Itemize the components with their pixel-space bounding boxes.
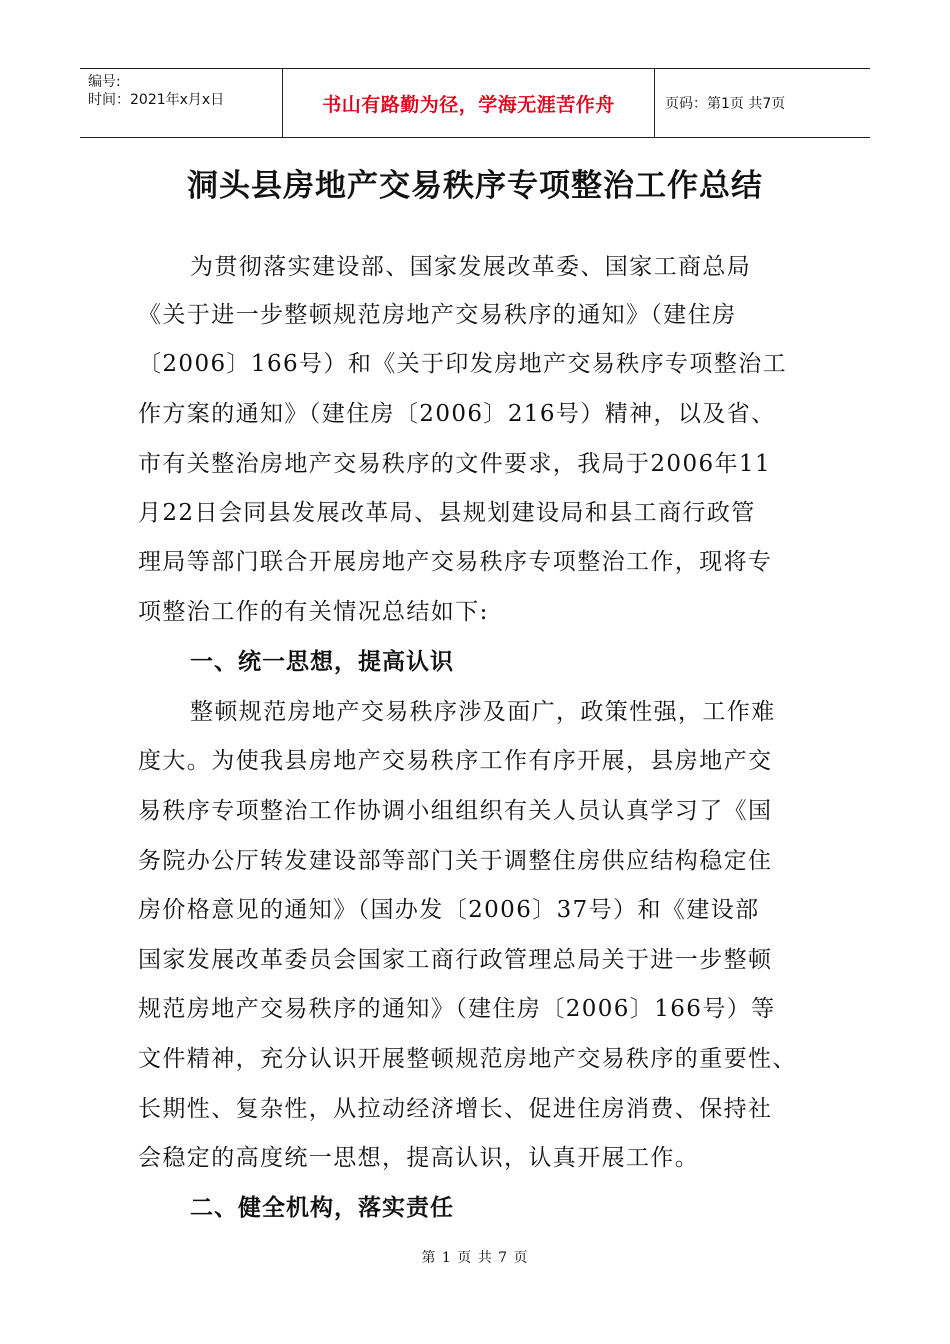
- page-footer: 第 1 页 共 7 页: [421, 1250, 529, 1266]
- paragraph-line: 务院办公厅转发建设部等部门关于调整住房供应结构稳定住: [138, 848, 773, 874]
- paragraph-line: 理局等部门联合开展房地产交易秩序专项整治工作，现将专: [138, 549, 773, 575]
- date-label: 时间：2021年x月x日: [88, 92, 225, 108]
- paragraph-line: 房价格意见的通知》（国办发〔2006〕37号）和《建设部: [138, 897, 760, 923]
- header-motto: 书山有路勤为径，学海无涯苦作舟: [283, 69, 655, 137]
- paragraph-line: 度大。为使我县房地产交易秩序工作有序开展，县房地产交: [138, 748, 773, 774]
- paragraph-line: 《关于进一步整顿规范房地产交易秩序的通知》（建住房: [138, 302, 737, 328]
- paragraph-line: 月22日会同县发展改革局、县规划建设局和县工商行政管: [138, 500, 756, 526]
- paragraph-line: 易秩序专项整治工作协调小组组织有关人员认真学习了《国: [138, 798, 773, 824]
- paragraph-line: 会稳定的高度统一思想，提高认识，认真开展工作。: [138, 1145, 700, 1171]
- header-page-info: 页码：第1页 共7页: [665, 96, 786, 112]
- paragraph-line: 规范房地产交易秩序的通知》（建住房〔2006〕166号）等: [138, 996, 776, 1022]
- document-header: [80, 68, 870, 138]
- section-heading-1: 一、统一思想，提高认识: [190, 649, 454, 675]
- paragraph-line: 为贯彻落实建设部、国家发展改革委、国家工商总局: [190, 254, 752, 280]
- section-heading-2: 二、健全机构，落实责任: [190, 1195, 454, 1221]
- paragraph-line: 作方案的通知》（建住房〔2006〕216号）精神，以及省、: [138, 401, 776, 427]
- document-title: 洞头县房地产交易秩序专项整治工作总结: [187, 168, 763, 204]
- paragraph-line: 项整治工作的有关情况总结如下:: [138, 599, 489, 625]
- number-label: 编号:: [88, 74, 121, 90]
- paragraph-line: 国家发展改革委员会国家工商行政管理总局关于进一步整顿: [138, 947, 773, 973]
- paragraph-line: 〔2006〕166号）和《关于印发房地产交易秩序专项整治工: [138, 351, 788, 377]
- header-left-cell: [80, 69, 283, 137]
- paragraph-line: 文件精神，充分认识开展整顿规范房地产交易秩序的重要性、: [138, 1046, 797, 1072]
- paragraph-line: 长期性、复杂性，从拉动经济增长、促进住房消费、保持社: [138, 1096, 773, 1122]
- paragraph-line: 整顿规范房地产交易秩序涉及面广，政策性强，工作难: [190, 699, 776, 725]
- paragraph-line: 市有关整治房地产交易秩序的文件要求，我局于2006年11: [138, 451, 771, 477]
